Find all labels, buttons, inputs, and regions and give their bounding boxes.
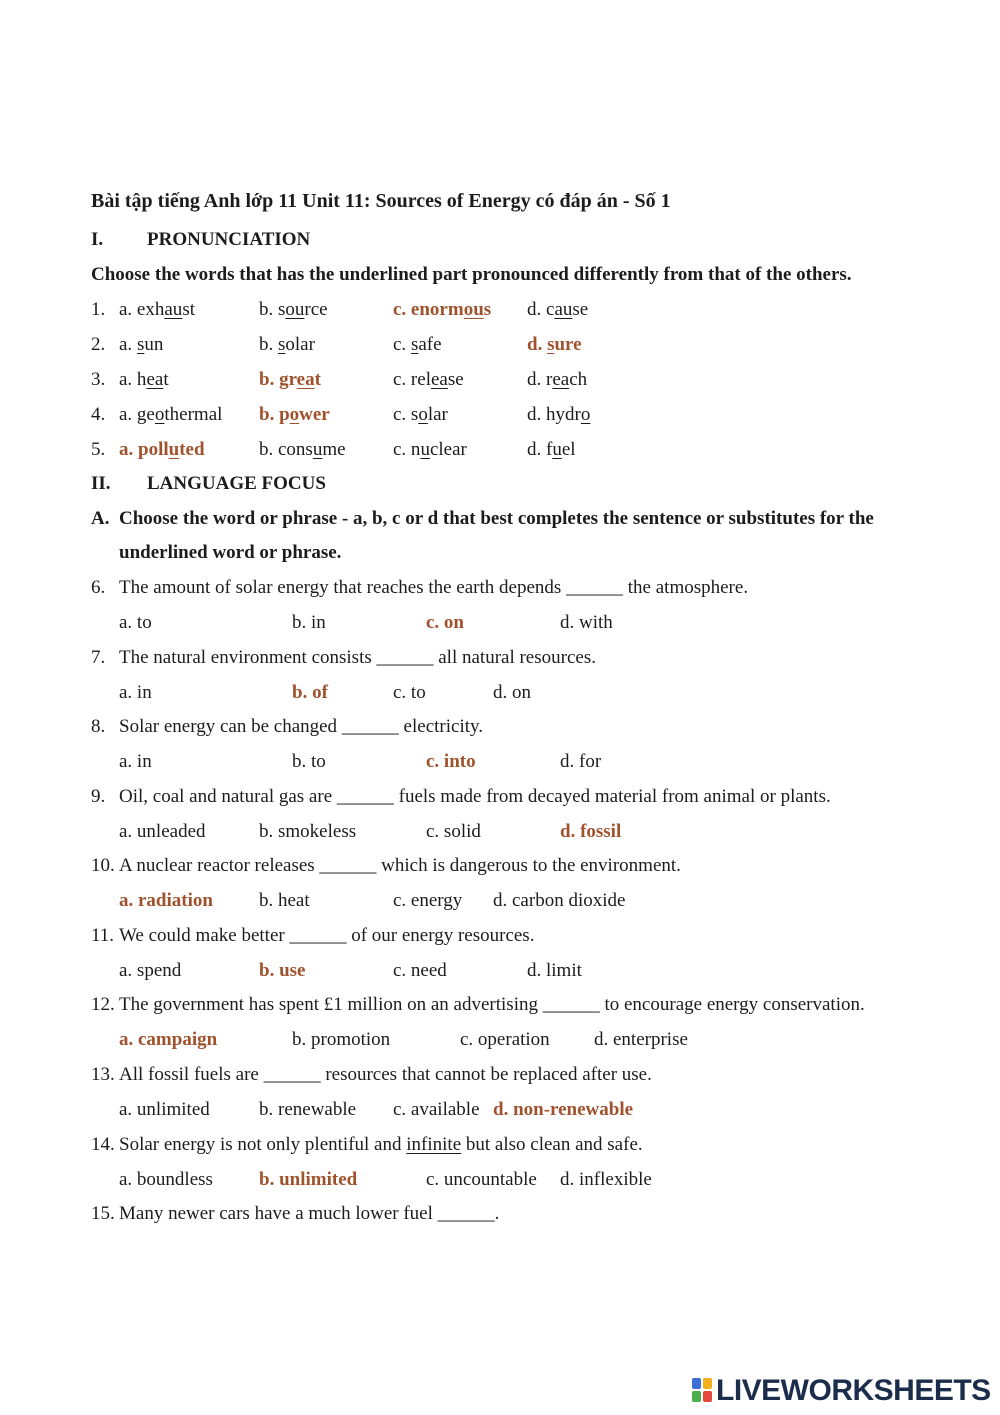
option-c [393,334,442,356]
option-post: olar [285,334,315,355]
option-pre: d. c [527,299,555,320]
option-d [527,404,590,426]
option-post: rce [304,299,328,320]
question-number: 11. [91,925,115,946]
option-b[interactable]: b. to [292,751,326,772]
option-u: u [312,439,323,460]
question-row [0,1203,1000,1233]
options-row [0,612,1000,642]
option-u: ou [463,299,484,320]
question-row [0,786,1000,816]
option-u: o [289,404,300,425]
options-row [0,1029,1000,1059]
section-1-heading: PRONUNCIATION [147,229,311,250]
option-a [119,299,195,321]
option-d[interactable]: d. carbon dioxide [493,890,626,911]
option-c[interactable]: c. uncountable [426,1169,537,1190]
option-u: s [278,334,286,355]
question-row [0,1134,1000,1164]
section-2-heading: LANGUAGE FOCUS [147,473,326,494]
question-number: 13. [91,1064,115,1085]
option-d [527,299,588,321]
question-text: Many newer cars have a much lower fuel ______. [119,1203,500,1224]
option-u: u [552,439,562,460]
option-pre: b. p [259,404,290,425]
option-d[interactable]: d. with [560,612,613,633]
option-c[interactable]: c. into [426,751,476,772]
option-b[interactable]: b. promotion [292,1029,391,1050]
pronunciation-row [0,439,1000,469]
question-row [0,925,1000,955]
option-pre: a. [119,334,137,355]
question-text: Solar energy can be changed ______ electricity. [119,716,484,737]
option-c [393,299,491,321]
option-u: o [154,404,165,425]
option-a[interactable]: a. unleaded [119,821,206,842]
option-pre: b. gr [259,369,297,390]
question-row [0,855,1000,885]
question-number: 1. [91,299,106,320]
question-text: A nuclear reactor releases ______ which is dangerous to the environment. [119,855,681,876]
option-c[interactable]: c. to [393,682,426,703]
option-post: afe [418,334,442,355]
option-d [527,369,587,391]
option-post: ure [554,334,582,355]
option-c[interactable]: c. available [393,1099,480,1120]
option-b[interactable]: b. renewable [259,1099,357,1120]
option-u: ea [430,369,448,390]
option-post: thermal [164,404,223,425]
question-number: 5. [91,439,106,460]
option-u: au [164,299,183,320]
option-a[interactable]: a. in [119,751,152,772]
question-number: 4. [91,404,106,425]
question-number: 9. [91,786,106,807]
option-u: o [418,404,428,425]
option-b[interactable]: b. of [292,682,328,703]
part-a-letter: A. [91,508,110,529]
option-c[interactable]: c. need [393,960,447,981]
option-u: u [168,439,180,460]
question-text: We could make better ______ of our energy resources. [119,925,535,946]
option-pre: a. exh [119,299,165,320]
option-pre: a. poll [119,439,169,460]
option-a [119,439,205,461]
option-a[interactable]: a. boundless [119,1169,213,1190]
question-text [119,1134,643,1156]
option-d[interactable]: d. for [560,751,602,772]
option-pre: d. f [527,439,553,460]
question-text: All fossil fuels are ______ resources that cannot be replaced after use. [119,1064,652,1085]
options-row [0,821,1000,851]
option-b [259,439,346,461]
option-pre: c. enorm [393,299,464,320]
option-b[interactable]: b. use [259,960,306,981]
option-pre: c. s [393,404,419,425]
option-c [393,369,464,391]
option-pre: b. [259,334,278,355]
question-text: The natural environment consists ______ all natural resources. [119,647,596,668]
option-pre: c. n [393,439,421,460]
question-number: 7. [91,647,106,668]
question-row [0,716,1000,746]
question-text: The amount of solar energy that reaches the earth depends ______ the atmosphere. [119,577,749,598]
option-c[interactable]: c. solid [426,821,481,842]
option-pre: b. cons [259,439,313,460]
section-1-number: I. [91,229,104,250]
question-text: The government has spent £1 million on an advertising ______ to encourage energy conservation. [119,994,865,1015]
question-number: 2. [91,334,106,355]
options-row [0,890,1000,920]
option-pre: a. h [119,369,147,390]
part-a-instruction-line-2: underlined word or phrase. [119,542,342,563]
option-a [119,334,163,356]
option-pre: c. [393,334,411,355]
question-text: Oil, coal and natural gas are ______ fuels made from decayed material from animal or plants. [119,786,831,807]
option-b[interactable]: b. smokeless [259,821,357,842]
question-row [0,577,1000,607]
logo-text: LIVEWORKSHEETS [716,1374,991,1407]
option-d [527,439,576,461]
option-pre: c. rel [393,369,431,390]
option-b [259,334,315,356]
option-a[interactable]: a. campaign [119,1029,218,1050]
option-pre: a. ge [119,404,155,425]
options-row [0,1099,1000,1129]
option-post: se [572,299,589,320]
section-2-number: II. [91,473,111,494]
option-post: ted [179,439,205,460]
option-d[interactable]: d. non-renewable [493,1099,634,1120]
question-text-part: Solar energy is not only plentiful and [119,1134,407,1155]
option-a[interactable]: a. to [119,612,152,633]
option-b[interactable]: b. unlimited [259,1169,358,1190]
pronunciation-row [0,299,1000,329]
option-post: lar [427,404,448,425]
option-u: ea [296,369,315,390]
option-pre: d. hydr [527,404,581,425]
option-b [259,369,321,391]
option-post: t [314,369,321,390]
question-number: 15. [91,1203,115,1224]
question-number: 6. [91,577,106,598]
option-b[interactable]: b. in [292,612,326,633]
option-pre: b. s [259,299,286,320]
option-c [393,439,467,461]
option-c[interactable]: c. on [426,612,464,633]
option-post: un [144,334,164,355]
option-post: wer [299,404,330,425]
option-u: ou [285,299,305,320]
option-post: t [163,369,169,390]
underlined-word: infinite [406,1134,462,1155]
option-d[interactable]: d. enterprise [594,1029,688,1050]
option-pre: d. [527,334,548,355]
pronunciation-row [0,404,1000,434]
option-c[interactable]: c. operation [460,1029,550,1050]
option-d[interactable]: d. limit [527,960,582,981]
options-row [0,1169,1000,1199]
option-a[interactable]: a. unlimited [119,1099,210,1120]
option-pre: d. r [527,369,553,390]
option-post: se [447,369,464,390]
question-row [0,1064,1000,1094]
option-post: me [322,439,346,460]
option-u: s [547,334,555,355]
option-u: ea [146,369,164,390]
question-row [0,994,1000,1024]
option-d[interactable]: d. fossil [560,821,622,842]
options-row [0,682,1000,712]
option-a[interactable]: a. in [119,682,152,703]
option-post: st [182,299,195,320]
liveworksheets-logo [692,1374,992,1408]
worksheet-title: Bài tập tiếng Anh lớp 11 Unit 11: Sources of Energy có đáp án - Số 1 [91,190,671,212]
option-a[interactable]: a. spend [119,960,182,981]
question-text-part: but also clean and safe. [461,1134,643,1155]
option-d[interactable]: d. on [493,682,531,703]
option-a [119,369,169,391]
option-d [527,334,582,356]
pronunciation-row [0,369,1000,399]
options-row [0,751,1000,781]
option-post: el [561,439,576,460]
option-u: s [410,334,419,355]
question-number: 8. [91,716,106,737]
option-u: ea [552,369,570,390]
option-a[interactable]: a. radiation [119,890,213,911]
options-row [0,960,1000,990]
option-u: au [554,299,573,320]
option-u: u [420,439,430,460]
question-number: 10. [91,855,115,876]
question-number: 14. [91,1134,115,1155]
section-1-instruction: Choose the words that has the underlined part pronounced differently from that of the others. [91,264,852,285]
option-post: clear [429,439,467,460]
question-row [0,647,1000,677]
option-d[interactable]: d. inflexible [560,1169,652,1190]
question-number: 3. [91,369,106,390]
option-c[interactable]: c. energy [393,890,463,911]
question-number: 12. [91,994,115,1015]
option-c [393,404,448,426]
option-post: s [483,299,492,320]
liveworksheets-logo-icon [692,1378,714,1404]
option-b[interactable]: b. heat [259,890,310,911]
option-u: s [136,334,145,355]
option-b [259,299,328,321]
option-post: ch [569,369,588,390]
pronunciation-row [0,334,1000,364]
part-a-instruction-line-1: Choose the word or phrase - a, b, c or d that best completes the sentence or substitutes for the [119,508,874,529]
option-u: o [580,404,591,425]
option-a [119,404,222,426]
option-b [259,404,330,426]
